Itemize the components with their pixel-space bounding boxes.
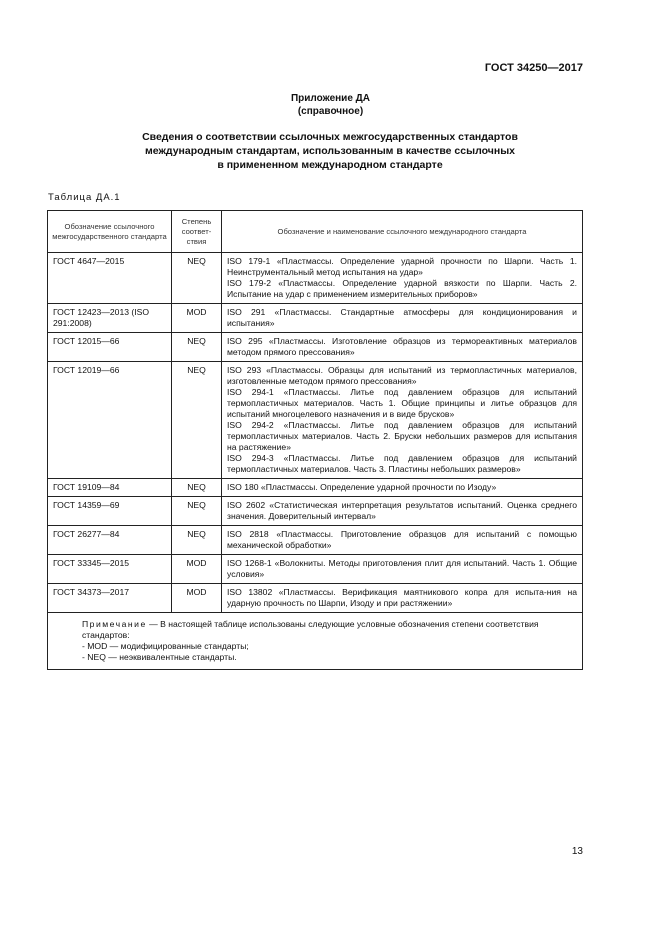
iso-entry: ISO 294-1 «Пластмассы. Литье под давлением образцов для испытаний термопластичных материалов. Часть 1. Общие принципы и литье образцов для испытаний многоцелевого назначения и в виде брусков» xyxy=(227,387,577,419)
iso-entry: ISO 1268-1 «Волокниты. Методы приготовления плит для испытаний. Часть 1. Общие условия» xyxy=(227,558,577,579)
degree-cell: MOD xyxy=(172,584,222,613)
correspondence-table xyxy=(47,210,583,670)
degree-cell: NEQ xyxy=(172,333,222,362)
iso-cell xyxy=(222,555,583,584)
iso-entry: ISO 291 «Пластмассы. Стандартные атмосферы для кондиционирования и испытания» xyxy=(227,307,577,328)
note-text xyxy=(82,619,574,641)
iso-entry: ISO 2602 «Статистическая интерпретация результатов испытаний. Оценка среднего значения. Доверительный интервал» xyxy=(227,500,577,521)
table-row xyxy=(48,362,583,479)
gost-cell: ГОСТ 34373—2017 xyxy=(48,584,172,613)
iso-cell xyxy=(222,479,583,497)
page-number: 13 xyxy=(571,846,583,857)
note-item: - MOD — модифицированные стандарты; xyxy=(82,641,249,651)
iso-entry: ISO 180 «Пластмассы. Определение ударной прочности по Изоду» xyxy=(227,482,497,492)
title-line: международным стандартам, использованным в качестве ссылочных xyxy=(144,145,515,157)
table-body xyxy=(48,253,583,613)
degree-cell: NEQ xyxy=(172,526,222,555)
table-header-row xyxy=(48,211,583,253)
iso-entry: ISO 293 «Пластмассы. Образцы для испытаний из термопластичных материалов, изготовленные методом прямого прессования» xyxy=(227,365,577,386)
iso-entry: ISO 295 «Пластмассы. Изготовление образцов из термореактивных материалов методом прямого прессования» xyxy=(227,336,577,357)
iso-entry: ISO 294-3 «Пластмассы. Литье под давлением образцов для испытаний термопластичных материалов. Часть 3. Пластины небольших размеров» xyxy=(227,453,577,474)
degree-cell: MOD xyxy=(172,304,222,333)
annex-heading xyxy=(0,92,661,118)
table-row xyxy=(48,526,583,555)
table-label: Таблица ДА.1 xyxy=(48,192,121,203)
gost-cell: ГОСТ 12015—66 xyxy=(48,333,172,362)
table-row xyxy=(48,333,583,362)
table-row xyxy=(48,304,583,333)
gost-cell: ГОСТ 12019—66 xyxy=(48,362,172,479)
degree-cell: NEQ xyxy=(172,497,222,526)
iso-cell xyxy=(222,253,583,304)
iso-entry: ISO 294-2 «Пластмассы. Литье под давлением образцов для испытаний термопластичных материалов. Часть 2. Бруски небольших размеров для испытания на растяжение» xyxy=(227,420,577,452)
note-item: - NEQ — неэквивалентные стандарты. xyxy=(82,652,237,662)
iso-cell xyxy=(222,497,583,526)
table-row xyxy=(48,584,583,613)
gost-cell: ГОСТ 14359—69 xyxy=(48,497,172,526)
iso-entry: ISO 2818 «Пластмассы. Приготовление образцов для испытаний с помощью механической обработки» xyxy=(227,529,577,550)
degree-cell: MOD xyxy=(172,555,222,584)
iso-cell xyxy=(222,333,583,362)
gost-cell: ГОСТ 19109—84 xyxy=(48,479,172,497)
column-header-iso: Обозначение и наименование ссылочного международного стандарта xyxy=(222,211,583,253)
note-row xyxy=(48,613,583,670)
title-line: Сведения о соответствии ссылочных межгосударственных стандартов xyxy=(142,131,518,143)
note-body: — В настоящей таблице использованы следующие условные обозначения степени соответствия стандартов: xyxy=(82,619,539,640)
iso-entry: ISO 179-2 «Пластмассы. Определение ударной вязкости по Шарпи. Часть 2. Испытание на удар с применением измерительных приборов» xyxy=(227,278,577,299)
document-number: ГОСТ 34250—2017 xyxy=(484,62,583,74)
gost-cell: ГОСТ 4647—2015 xyxy=(48,253,172,304)
degree-cell: NEQ xyxy=(172,253,222,304)
gost-cell: ГОСТ 12423—2013 (ISO 291:2008) xyxy=(48,304,172,333)
column-header-gost: Обозначение ссылочного межгосударственного стандарта xyxy=(48,211,172,253)
table-row xyxy=(48,479,583,497)
iso-cell xyxy=(222,584,583,613)
annex-subtitle: (справочное) xyxy=(297,106,364,117)
table-row xyxy=(48,555,583,584)
iso-entry: ISO 179-1 «Пластмассы. Определение ударной прочности по Шарпи. Часть 1. Неинструментальный метод испытания на удар» xyxy=(227,256,577,277)
annex-title: Приложение ДА xyxy=(290,93,371,104)
iso-cell xyxy=(222,362,583,479)
page-title xyxy=(80,130,580,172)
gost-cell: ГОСТ 26277—84 xyxy=(48,526,172,555)
column-header-degree: Степень соответ-ствия xyxy=(172,211,222,253)
iso-cell xyxy=(222,526,583,555)
gost-cell: ГОСТ 33345—2015 xyxy=(48,555,172,584)
table-row xyxy=(48,253,583,304)
iso-cell xyxy=(222,304,583,333)
degree-cell: NEQ xyxy=(172,479,222,497)
iso-entry: ISO 13802 «Пластмассы. Верификация маятникового копра для испыта-ния на ударную прочность по Шарпи, Изоду и при растяжении» xyxy=(227,587,577,608)
table-row xyxy=(48,497,583,526)
note-cell xyxy=(48,613,583,670)
title-line: в примененном международном стандарте xyxy=(217,159,443,171)
degree-cell: NEQ xyxy=(172,362,222,479)
note-head: Примечание xyxy=(82,619,147,629)
